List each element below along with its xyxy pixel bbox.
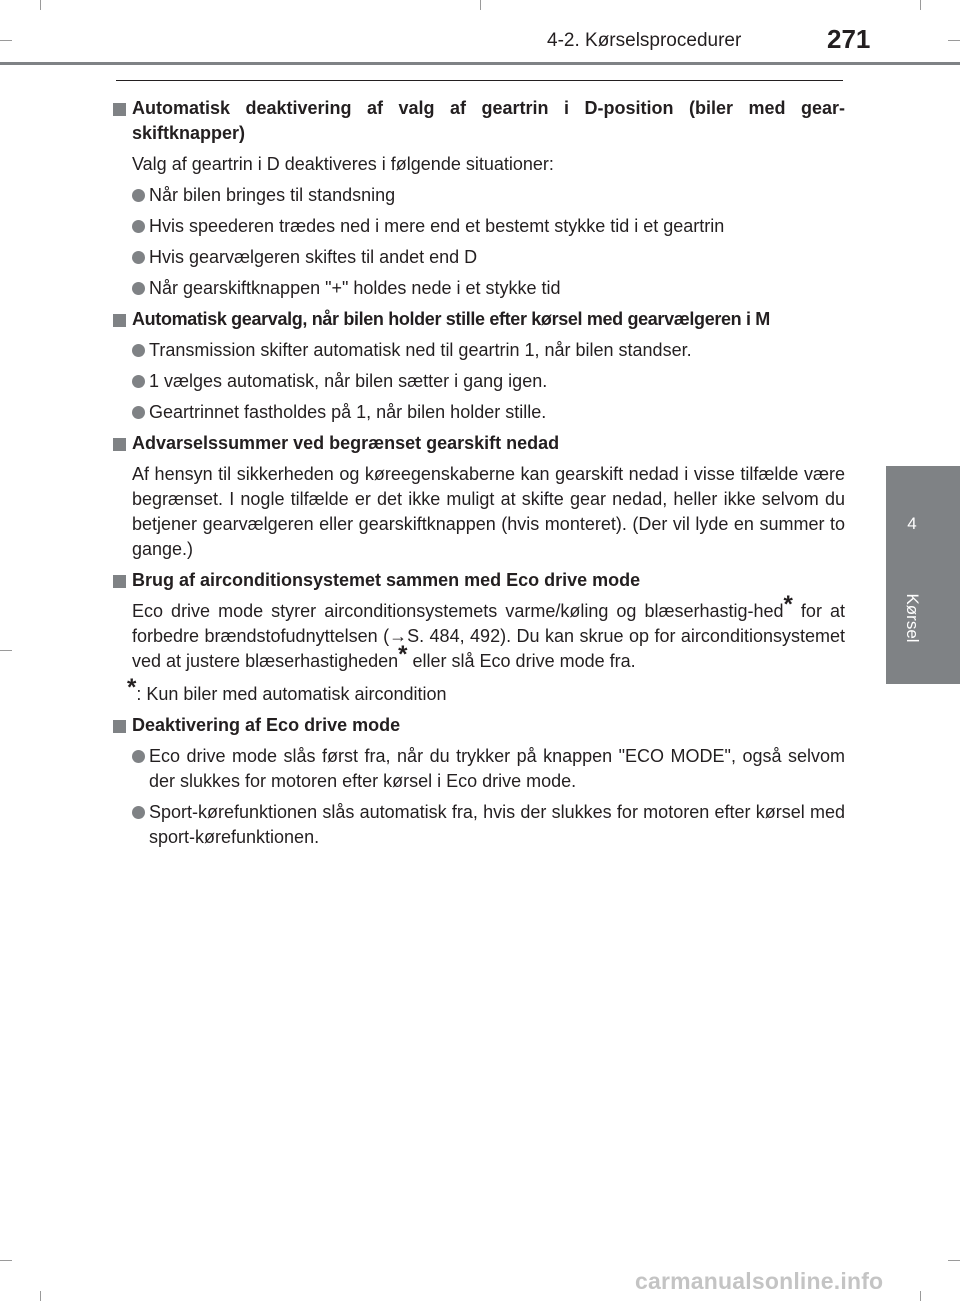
chapter-side-tab [886,466,960,684]
crop-mark [920,1291,921,1301]
circle-bullet-icon [132,375,145,388]
crop-mark [480,0,481,10]
section-heading: Automatisk deaktivering af valg af geartrin i D-position (biler med gear-skiftknapper) [113,96,845,146]
square-bullet-icon [113,575,126,588]
square-bullet-icon [113,103,126,116]
list-item: 1 vælges automatisk, når bilen sætter i gang igen. [132,369,845,394]
crop-mark [0,650,12,651]
circle-bullet-icon [132,406,145,419]
circle-bullet-icon [132,344,145,357]
square-bullet-icon [113,720,126,733]
list-item: Hvis speederen trædes ned i mere end et bestemt stykke tid i et geartrin [132,214,845,239]
circle-bullet-icon [132,251,145,264]
footnote-mark: * [783,591,793,618]
header-bar [0,62,960,65]
list-item: Eco drive mode slås først fra, når du trykker på knappen "ECO MODE", også selvom der slukkes for motoren efter kørsel i Eco drive mode. [132,744,845,794]
section-heading: Automatisk gearvalg, når bilen holder stille efter kørsel med gearvælgeren i M [113,307,845,332]
list-item: Sport-kørefunktionen slås automatisk fra, hvis der slukkes for motoren efter kørsel med sport-kørefunktionen. [132,800,845,850]
chapter-number: 4 [907,514,917,533]
square-bullet-icon [113,314,126,327]
crop-mark [948,1260,960,1261]
footnote-mark: * [398,641,408,668]
header-section-title: 4-2. Kørselsprocedurer [547,30,742,51]
section-intro: Valg af geartrin i D deaktiveres i følgende situationer: [132,154,554,174]
crop-mark [948,40,960,41]
section-paragraph: Af hensyn til sikkerheden og køreegenskaberne kan gearskift nedad i visse tilfælde være begrænset. I nogle tilfælde er det ikke muligt at skifte gear nedad, heller ikke selvom du betjener gearvælgeren eller gearskiftknappen (hvis monteret). (Der vil lyde en summer to gange.) [132,464,845,559]
list-item: Geartrinnet fastholdes på 1, når bilen holder stille. [132,400,845,425]
footnote: *: Kun biler med automatisk aircondition [127,674,447,704]
list-item: Transmission skifter automatisk ned til geartrin 1, når bilen standser. [132,338,845,363]
page-number: 271 [827,24,871,54]
crop-mark [40,0,41,10]
page-content [113,90,845,850]
section-heading: Brug af airconditionsystemet sammen med Eco drive mode [113,568,845,593]
header-rule [116,80,843,81]
circle-bullet-icon [132,189,145,202]
crop-mark [0,40,12,41]
list-item: Når bilen bringes til standsning [132,183,845,208]
circle-bullet-icon [132,282,145,295]
list-item: Hvis gearvælgeren skiftes til andet end D [132,245,845,270]
crop-mark [40,1291,41,1301]
chapter-title: Kørsel [903,593,922,643]
circle-bullet-icon [132,220,145,233]
arrow-right-icon: → [389,626,408,646]
watermark: carmanualsonline.info [635,1268,884,1294]
section-heading: Advarselssummer ved begrænset gearskift nedad [113,431,845,456]
circle-bullet-icon [132,750,145,763]
crop-mark [0,1260,12,1261]
section-heading: Deaktivering af Eco drive mode [113,713,845,738]
crop-mark [920,0,921,10]
section-paragraph: Eco drive mode styrer airconditionsystemets varme/køling og blæserhastig-hed* for at forbedre brændstofudnyttelsen (→S. 484, 492). Du kan skrue op for airconditionsystemet ved at justere blæserhastigheden* eller slå Eco drive mode fra. [132,591,845,671]
square-bullet-icon [113,438,126,451]
footnote-mark: * [127,674,137,701]
circle-bullet-icon [132,806,145,819]
list-item: Når gearskiftknappen "+" holdes nede i et stykke tid [132,276,845,301]
